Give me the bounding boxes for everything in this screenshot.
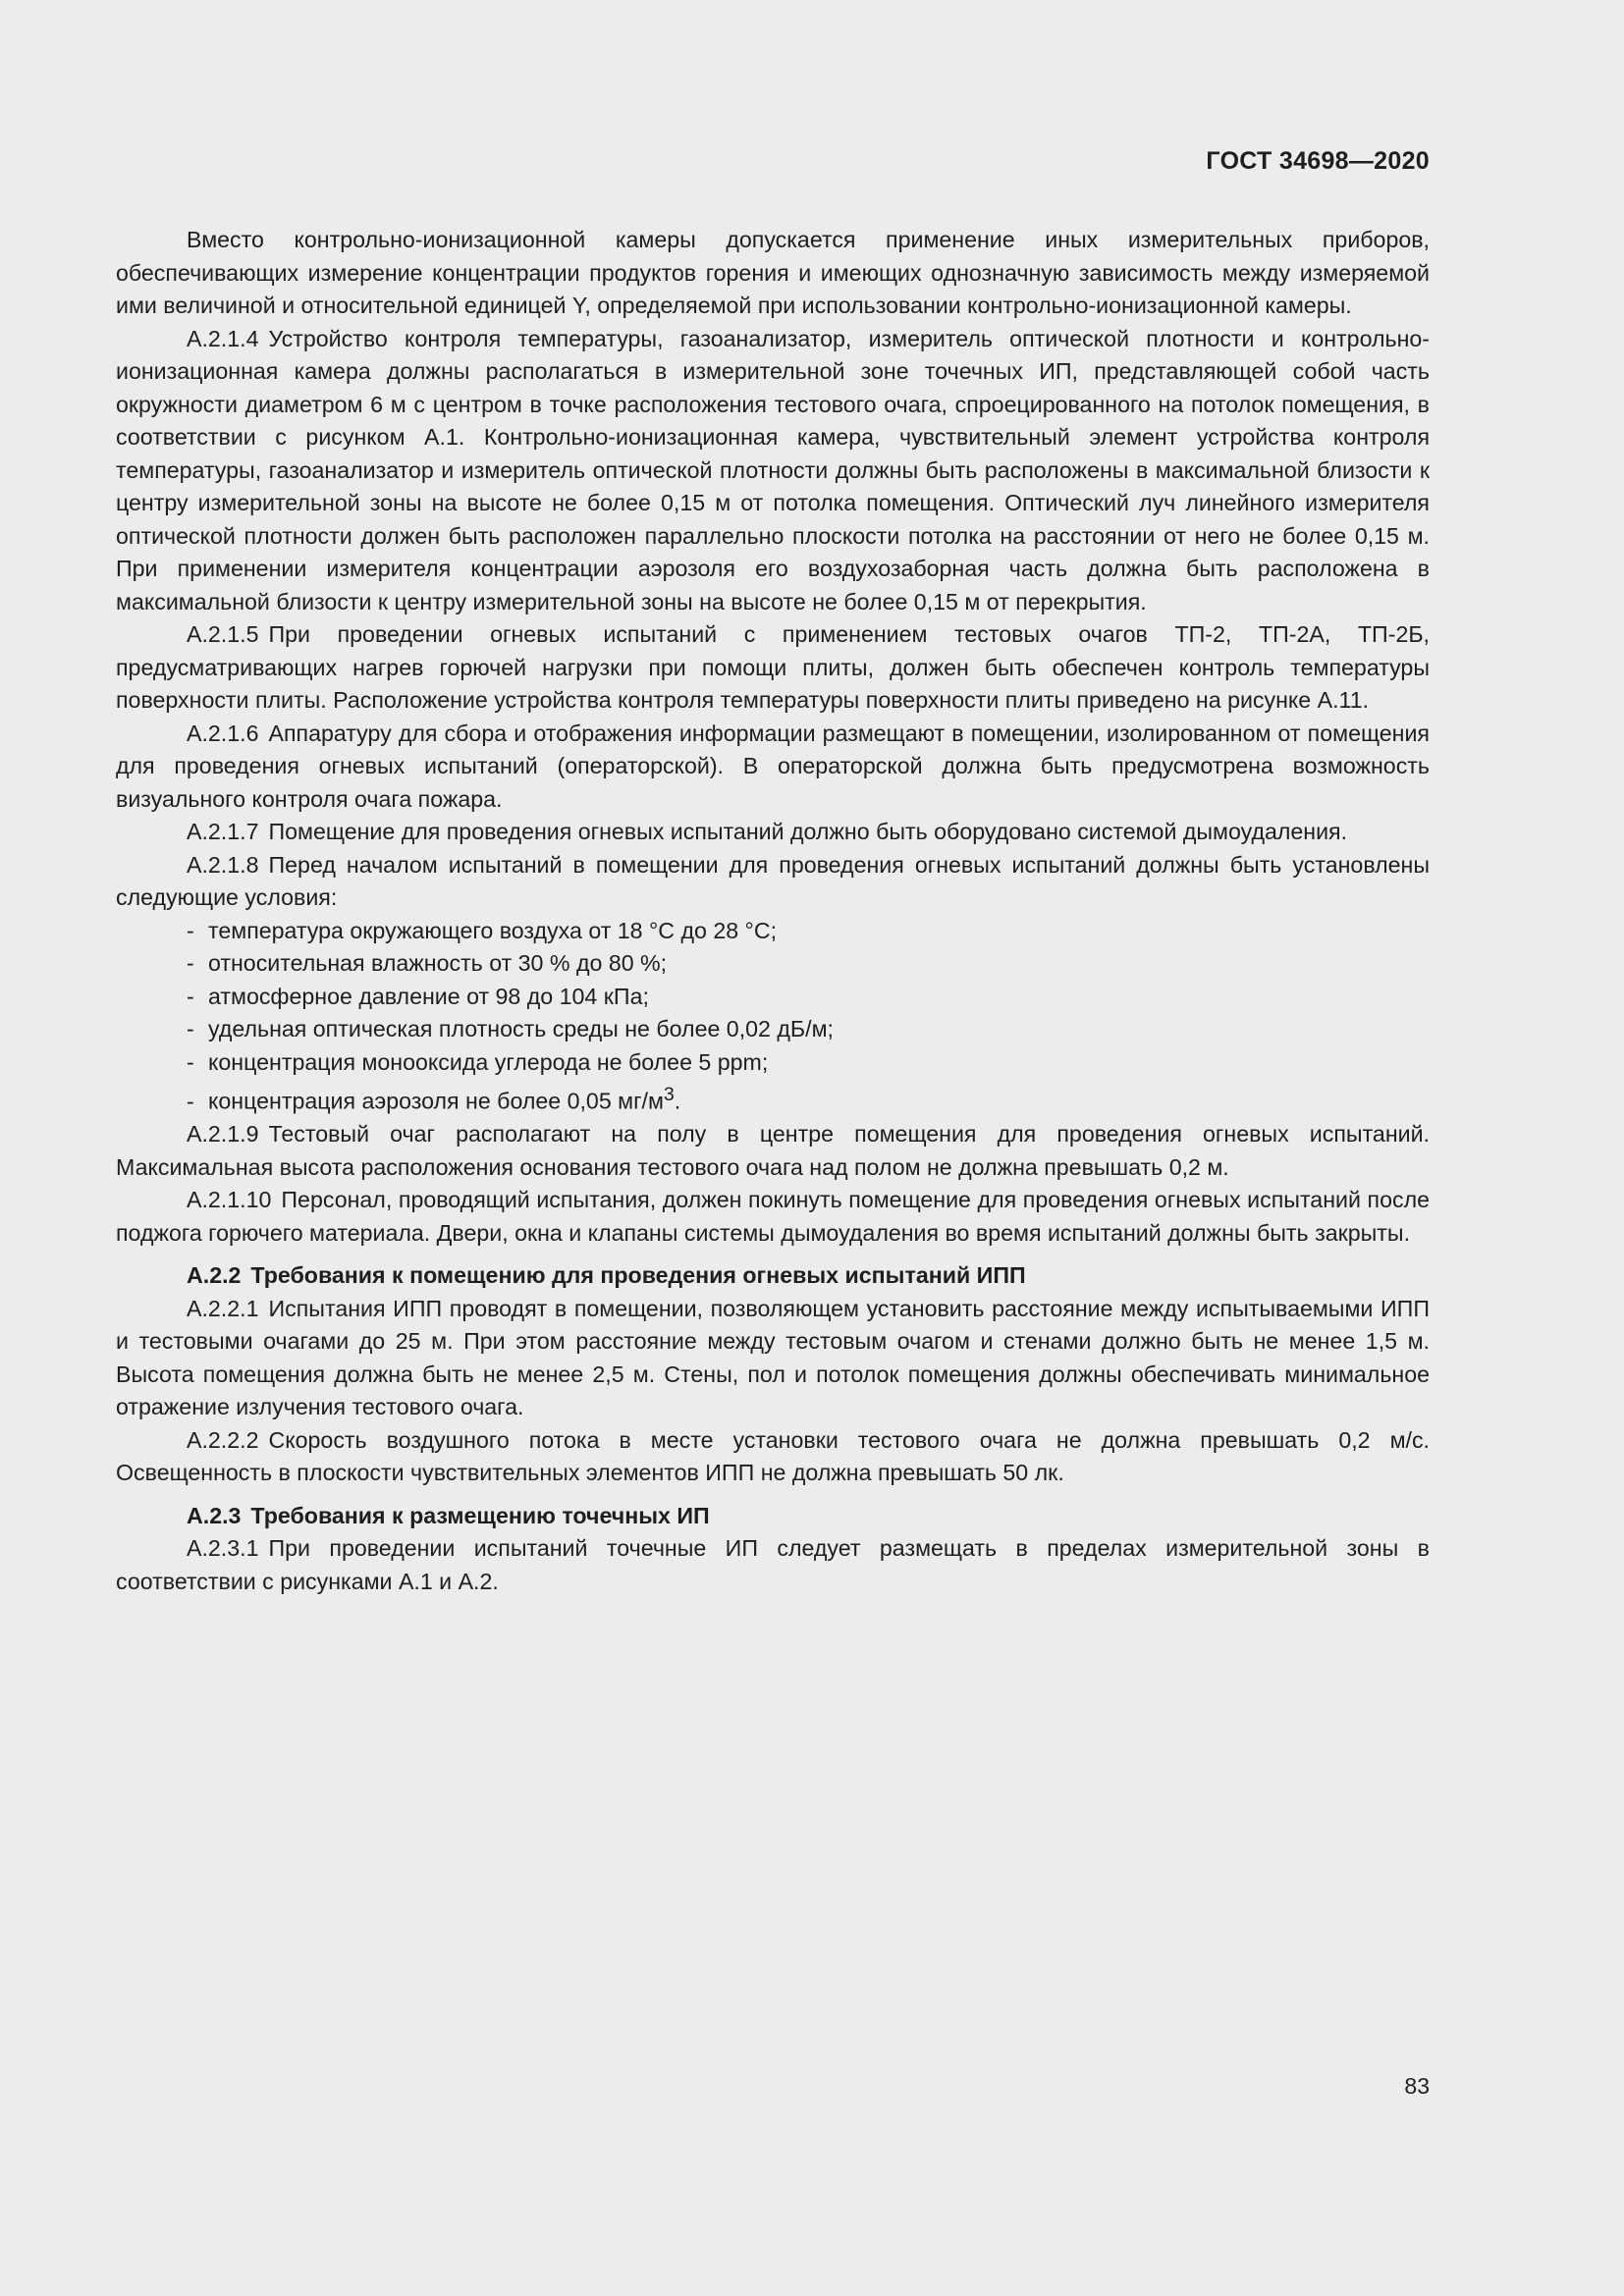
clause-number: А.2.1.10 xyxy=(187,1187,272,1213)
clause-text: Тестовый очаг располагают на полу в центре помещения для проведения огневых испытаний. Максимальная высота расположения основания тестового очага над полом не должна превышать 0,2 м. xyxy=(116,1121,1430,1180)
clause-text: При проведении испытаний точечные ИП следует размещать в пределах измерительной зоны в соответствии с рисунками А.1 и А.2. xyxy=(116,1535,1430,1594)
clause-a215 xyxy=(116,618,1430,718)
clause-a214 xyxy=(116,323,1430,619)
list-item: - атмосферное давление от 98 до 104 кПа; xyxy=(187,983,649,1009)
clause-a2231 xyxy=(116,1532,1430,1598)
clause-a2110 xyxy=(116,1184,1430,1250)
clause-text: Персонал, проводящий испытания, должен покинуть помещение для проведения огневых испытаний после поджога горючего материала. Двери, окна и клапаны системы дымоудаления во время испытаний должны быть закрыты. xyxy=(116,1187,1430,1246)
clause-a219 xyxy=(116,1118,1430,1184)
section-heading-a223: А.2.3 Требования к размещению точечных ИП xyxy=(187,1502,710,1528)
clause-a216 xyxy=(116,718,1430,817)
page-content xyxy=(116,224,1430,1598)
clause-a2222 xyxy=(116,1424,1430,1490)
list-item: - концентрация монооксида углерода не более 5 ppm; xyxy=(187,1048,769,1075)
clause-text: Помещение для проведения огневых испытаний должно быть оборудовано системой дымоудаления. xyxy=(268,819,1348,844)
clause-number: А.2.1.8 xyxy=(187,851,259,878)
page-number: 83 xyxy=(1404,2073,1430,2099)
section-heading-a222: А.2.2 Требования к помещению для проведения огневых испытаний ИПП xyxy=(187,1262,1026,1289)
clause-number: А.2.3.1 xyxy=(187,1535,259,1562)
clause-text: Перед началом испытаний в помещении для проведения огневых испытаний должны быть установлены следующие условия: xyxy=(116,851,1430,910)
clause-number: А.2.1.5 xyxy=(187,621,259,647)
clause-number: А.2.2.2 xyxy=(187,1426,259,1453)
clause-a2221 xyxy=(116,1293,1430,1424)
clause-text: Скорость воздушного потока в месте установки тестового очага не должна превышать 0,2 м/с. Освещенность в плоскости чувствительных элементов ИПП не должна превышать 50 лк. xyxy=(116,1426,1430,1486)
clause-number: А.2.1.4 xyxy=(187,325,259,351)
clause-text: Аппаратуру для сбора и отображения информации размещают в помещении, изолированном от помещения для проведения огневых испытаний (операторской). В операторской должна быть предусмотрена возможность визуального контроля очага пожара. xyxy=(116,720,1430,812)
clause-number: А.2.1.6 xyxy=(187,720,259,746)
clause-number: А.2.1.7 xyxy=(187,819,259,844)
list-item: - удельная оптическая плотность среды не более 0,02 дБ/м; xyxy=(187,1016,834,1041)
clause-text: При проведении огневых испытаний с применением тестовых очагов ТП-2, ТП-2А, ТП-2Б, предусматривающих нагрев горючей нагрузки при помощи плиты, должен быть обеспечен контроль температуры поверхности плиты. Расположение устройства контроля температуры поверхности плиты приведено на рисунке А.11. xyxy=(116,621,1430,713)
clause-number: А.2.2.1 xyxy=(187,1295,259,1321)
list-item: - относительная влажность от 30 % до 80 %; xyxy=(187,950,668,976)
list-item: - температура окружающего воздуха от 18 °С до 28 °С; xyxy=(187,917,778,943)
clause-a217 xyxy=(116,816,1430,849)
clause-number: А.2.1.9 xyxy=(187,1121,259,1148)
list-item: - концентрация аэрозоля не более 0,05 $мг/м^3$. xyxy=(187,1085,681,1114)
clause-text: Устройство контроля температуры, газоанализатор, измеритель оптической плотности и контрольно-ионизационная камера должны располагаться в измерительной зоне точечных ИП, представляющей собой часть окружности диаметром 6 м с центром в точке расположения тестового очага, спроецированного на потолок помещения, в соответствии с рисунком А.1. Контрольно-ионизационная камера, чувствительный элемент устройства контроля температуры, газоанализатор и измеритель оптической плотности должны быть расположены в максимальной близости к центру измерительной зоны на высоте не более 0,15 м от потолка помещения. Оптический луч линейного измерителя оптической плотности должен быть расположен параллельно плоскости потолка на расстоянии от него не более 0,15 м. При применении измерителя концентрации аэрозоля его воздухозаборная часть должна быть расположена в максимальной близости к центру измерительной зоны на высоте не более 0,15 м от перекрытия. xyxy=(116,325,1430,614)
clause-a218 xyxy=(116,849,1430,915)
paragraph-intro: Вместо контрольно-ионизационной камеры допускается применение иных измерительных приборов, обеспечивающих измерение концентрации продуктов горения и имеющих однозначную зависимость между измеряемой ими величиной и относительной единицей Y, определяемой при использовании контрольно-ионизационной камеры. xyxy=(116,227,1430,318)
clause-text: Испытания ИПП проводят в помещении, позволяющем установить расстояние между испытываемыми ИПП и тестовыми очагами до 25 м. При этом расстояние между тестовым очагом и стенами должно быть не менее 1,5 м. Высота помещения должна быть не менее 2,5 м. Стены, пол и потолок помещения должны обеспечивать минимальное отражение излучения тестового очага. xyxy=(116,1295,1430,1420)
document-code-header: ГОСТ 34698—2020 xyxy=(1206,147,1430,175)
